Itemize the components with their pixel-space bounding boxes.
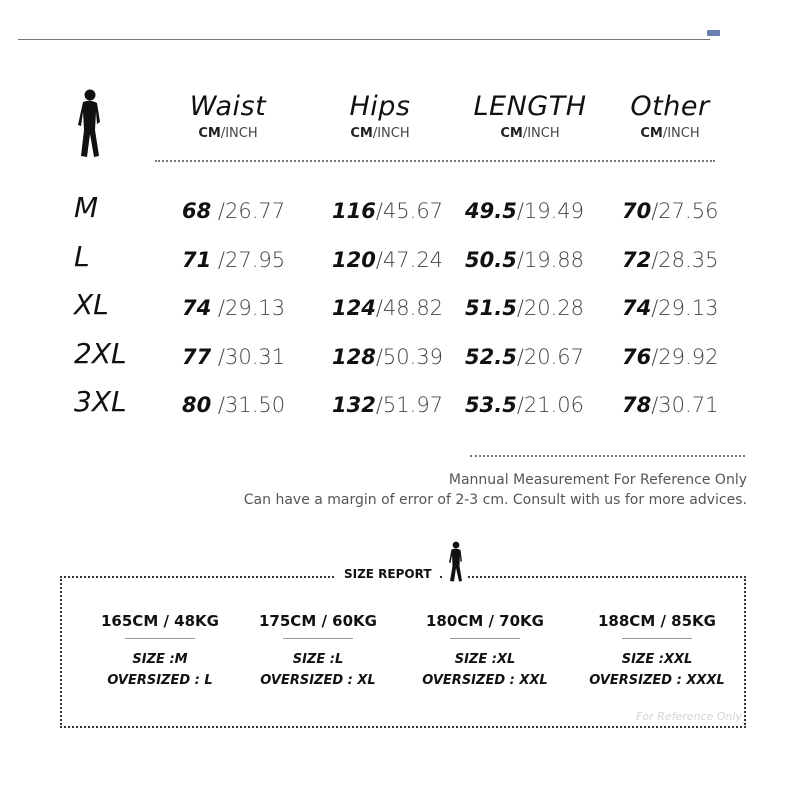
recommended-size: SIZE :XL: [454, 652, 516, 667]
report-item: [80, 612, 240, 691]
table-cell: 51.5/20.28: [465, 296, 585, 320]
column-title: Waist: [189, 91, 267, 122]
column-unit: CM/INCH: [640, 126, 700, 141]
recommended-size: SIZE :M: [132, 652, 188, 667]
oversized-size: OVERSIZED : XXL: [422, 673, 548, 688]
size-label-2xl: 2XL: [74, 337, 127, 370]
column-header-other: [600, 92, 740, 141]
table-cell: 80 /31.50: [182, 393, 286, 417]
table-cell: 77 /30.31: [182, 345, 286, 369]
report-divider: [450, 638, 520, 639]
size-label-m: M: [74, 191, 99, 224]
report-divider: [622, 638, 692, 639]
table-cell: 76/29.92: [622, 345, 719, 369]
table-cell: 74 /29.13: [182, 296, 286, 320]
header-dotted-divider: [155, 160, 715, 162]
report-divider: [125, 638, 195, 639]
table-cell: 74/29.13: [622, 296, 719, 320]
column-header-waist: [158, 92, 298, 141]
top-divider: [18, 39, 710, 40]
height-weight: 165CM / 48KG: [101, 612, 219, 630]
height-weight: 188CM / 85KG: [598, 612, 716, 630]
top-flag-mark: [707, 30, 720, 36]
table-cell: 53.5/21.06: [465, 393, 585, 417]
margin-note: Can have a margin of error of 2-3 cm. Consult with us for more advices.: [243, 492, 747, 508]
table-cell: 78/30.71: [622, 393, 719, 417]
report-item: [238, 612, 398, 691]
table-cell: 70/27.56: [622, 199, 719, 223]
table-cell: 72/28.35: [622, 248, 719, 272]
column-unit: CM/INCH: [500, 126, 560, 141]
height-weight: 180CM / 70KG: [426, 612, 544, 630]
size-label-l: L: [74, 240, 90, 273]
recommended-size: SIZE :XXL: [621, 652, 693, 667]
column-header-hips: [310, 92, 450, 141]
note-dotted-divider: [470, 455, 745, 457]
table-cell: 68 /26.77: [182, 199, 286, 223]
oversized-size: OVERSIZED : XXXL: [589, 673, 725, 688]
table-cell: 128/50.39: [332, 345, 444, 369]
table-cell: 52.5/20.67: [465, 345, 585, 369]
report-item: [405, 612, 565, 691]
table-cell: 116/45.67: [332, 199, 444, 223]
report-divider: [283, 638, 353, 639]
person-silhouette-icon: [70, 88, 110, 160]
table-cell: 132/51.97: [332, 393, 444, 417]
measurement-note: Mannual Measurement For Reference Only: [448, 472, 747, 488]
size-label-xl: XL: [74, 288, 109, 321]
recommended-size: SIZE :L: [292, 652, 344, 667]
table-cell: 120/47.24: [332, 248, 444, 272]
reference-only-watermark: For Reference Only: [636, 710, 742, 723]
column-title: LENGTH: [473, 91, 587, 122]
size-report-title: SIZE REPORT: [336, 567, 440, 581]
height-weight: 175CM / 60KG: [259, 612, 377, 630]
size-label-3xl: 3XL: [74, 385, 127, 418]
oversized-size: OVERSIZED : L: [107, 673, 213, 688]
table-cell: 49.5/19.49: [465, 199, 585, 223]
table-cell: 50.5/19.88: [465, 248, 585, 272]
column-unit: CM/INCH: [198, 126, 258, 141]
column-title: Other: [630, 91, 710, 122]
oversized-size: OVERSIZED : XL: [260, 673, 376, 688]
report-item: [577, 612, 737, 691]
person-silhouette-icon: [444, 541, 468, 583]
table-cell: 124/48.82: [332, 296, 444, 320]
column-unit: CM/INCH: [350, 126, 410, 141]
table-cell: 71 /27.95: [182, 248, 286, 272]
column-header-length: [460, 92, 600, 141]
column-title: Hips: [349, 91, 411, 122]
